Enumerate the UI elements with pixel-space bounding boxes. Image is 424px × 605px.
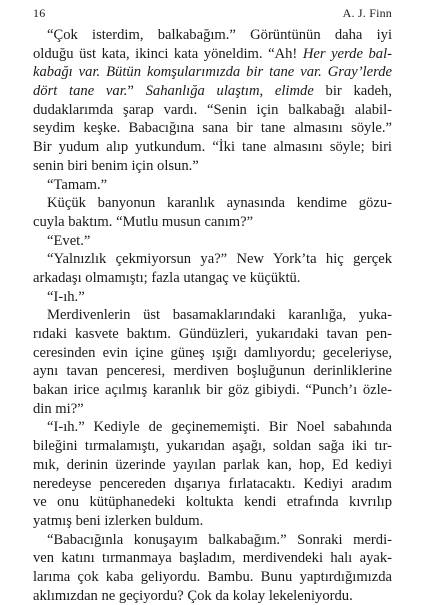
- paragraph: [33, 232, 392, 251]
- text-run: “I-ıh.”: [47, 288, 85, 305]
- text-run: senin biri benim için olsun.”: [33, 157, 199, 174]
- text-run: “I-ıh.” Kediyle de geçinememişti. Bir Noel sabahında: [47, 419, 392, 436]
- text-line: [33, 493, 392, 512]
- text-run: mık, derinin üzerinde yayılan parlak kan, hop, Ed kediyi: [33, 456, 392, 473]
- italic-text: dört tane var.: [33, 83, 128, 100]
- text-line: [33, 157, 392, 176]
- text-run: neredeyse pencereden dışarıya fırlatacaktı. Kediyi aradım: [33, 475, 392, 492]
- italic-text: Sahanlığa ulaştım, elimde: [145, 83, 314, 100]
- text-run: seydim keşke. Babacığına sana bir tane almasını söyle.”: [33, 120, 392, 137]
- text-line: [33, 531, 392, 550]
- text-line: [33, 138, 392, 157]
- text-run: ”: [127, 83, 146, 100]
- text-line: [33, 213, 392, 232]
- italic-text: kabağı var. Bütün komşularımızda bir tane var. Gray’lerde: [33, 64, 392, 81]
- text-run: Merdivenlerin üst basamaklarındaki karanlığa, yuka-: [47, 307, 392, 324]
- text-line: [33, 325, 392, 344]
- text-line: [33, 101, 392, 120]
- text-line: [33, 587, 392, 605]
- text-run: “Çok isterdim, balkabağım.” Görüntünün daha iyi: [47, 27, 392, 43]
- text-line: [33, 568, 392, 587]
- paragraph: [33, 176, 392, 195]
- text-run: “Babacığınla konuşayım balkabağım.” Sonraki merdi-: [47, 531, 392, 548]
- text-line: [33, 26, 392, 45]
- text-run: bir kadeh,: [313, 83, 392, 100]
- paragraph: [33, 306, 392, 418]
- text-line: [33, 250, 392, 269]
- text-line: [33, 400, 392, 419]
- text-run: ceresinden evin içine güneş ışığı damlıyordu; geceleriyse,: [33, 344, 392, 361]
- text-run: “Tamam.”: [47, 176, 108, 193]
- text-run: Bir yudum alıp yutkundum. “İki tane almasını söyle; biri: [33, 139, 392, 156]
- paragraph: [33, 250, 392, 287]
- paragraph: [33, 418, 392, 530]
- text-line: [33, 549, 392, 568]
- text-run: ven katını tırmanmaya başladım, merdivendeki halı ayak-: [33, 550, 392, 567]
- text-line: [33, 475, 392, 494]
- text-run: cuyla baktım. “Mutlu musun canım?”: [33, 213, 254, 230]
- text-run: rıdaki kasvete baktım. Gündüzleri, yukarıdaki tavan pen-: [33, 326, 392, 342]
- text-run: ve onu kütüphanedeki koltukta kendi etrafında kıvrılıp: [33, 494, 392, 511]
- paragraph: [33, 531, 392, 605]
- page-number: 16: [33, 6, 46, 20]
- text-run: olduğu üst kata, ikinci kata yöneldim. “Ah!: [33, 45, 303, 62]
- text-line: [33, 418, 392, 437]
- text-line: [33, 381, 392, 400]
- text-line: [33, 45, 392, 64]
- paragraph: [33, 194, 392, 231]
- text-run: yatmış beni izlerken buldum.: [33, 512, 204, 529]
- text-run: aklımızdan ne geçiyordu? Çok da kolay lekeleniyordu.: [33, 587, 353, 604]
- running-author: A. J. Finn: [342, 6, 392, 20]
- text-line: [33, 119, 392, 138]
- text-line: [33, 456, 392, 475]
- text-line: [33, 269, 392, 288]
- text-run: arkadaşı olmamıştı; fazla utangaç ve küçüktü.: [33, 269, 301, 286]
- text-run: “Evet.”: [47, 232, 91, 249]
- text-line: [33, 344, 392, 363]
- paragraph: [33, 288, 392, 307]
- text-run: larıma çok kaba geliyordu. Bambu. Bunu yaptırdığımızda: [33, 568, 392, 585]
- running-header: [33, 6, 392, 22]
- text-run: “Yalnızlık çekmiyorsun ya?” New York’ta hiç gerçek: [47, 251, 392, 268]
- text-run: bakan irice açılmış karanlık bir göz gibiydi. “Punch’ı özle-: [33, 382, 392, 399]
- text-run: dudaklarımda şarap vardı. “Senin için balkabağı alabil-: [33, 101, 392, 118]
- text-line: [33, 306, 392, 325]
- text-run: din mi?”: [33, 400, 84, 417]
- text-line: [33, 512, 392, 531]
- text-line: [33, 437, 392, 456]
- text-line: [33, 232, 392, 251]
- text-run: bileğini tırmalamıştı, yukarıdan aşağı, soldan sağa iki tır-: [33, 438, 392, 455]
- italic-text: Her yerde bal-: [302, 45, 392, 62]
- text-run: aynı tavan penceresi, merdiven boşluğunun derinliklerine: [33, 363, 392, 380]
- text-line: [33, 194, 392, 213]
- text-line: [33, 362, 392, 381]
- text-line: [33, 82, 392, 101]
- text-line: [33, 288, 392, 307]
- text-run: Küçük banyonun karanlık aynasında kendime gözu-: [47, 195, 392, 212]
- text-line: [33, 176, 392, 195]
- text-line: [33, 63, 392, 82]
- paragraph: [33, 26, 392, 176]
- body-text: [33, 26, 392, 605]
